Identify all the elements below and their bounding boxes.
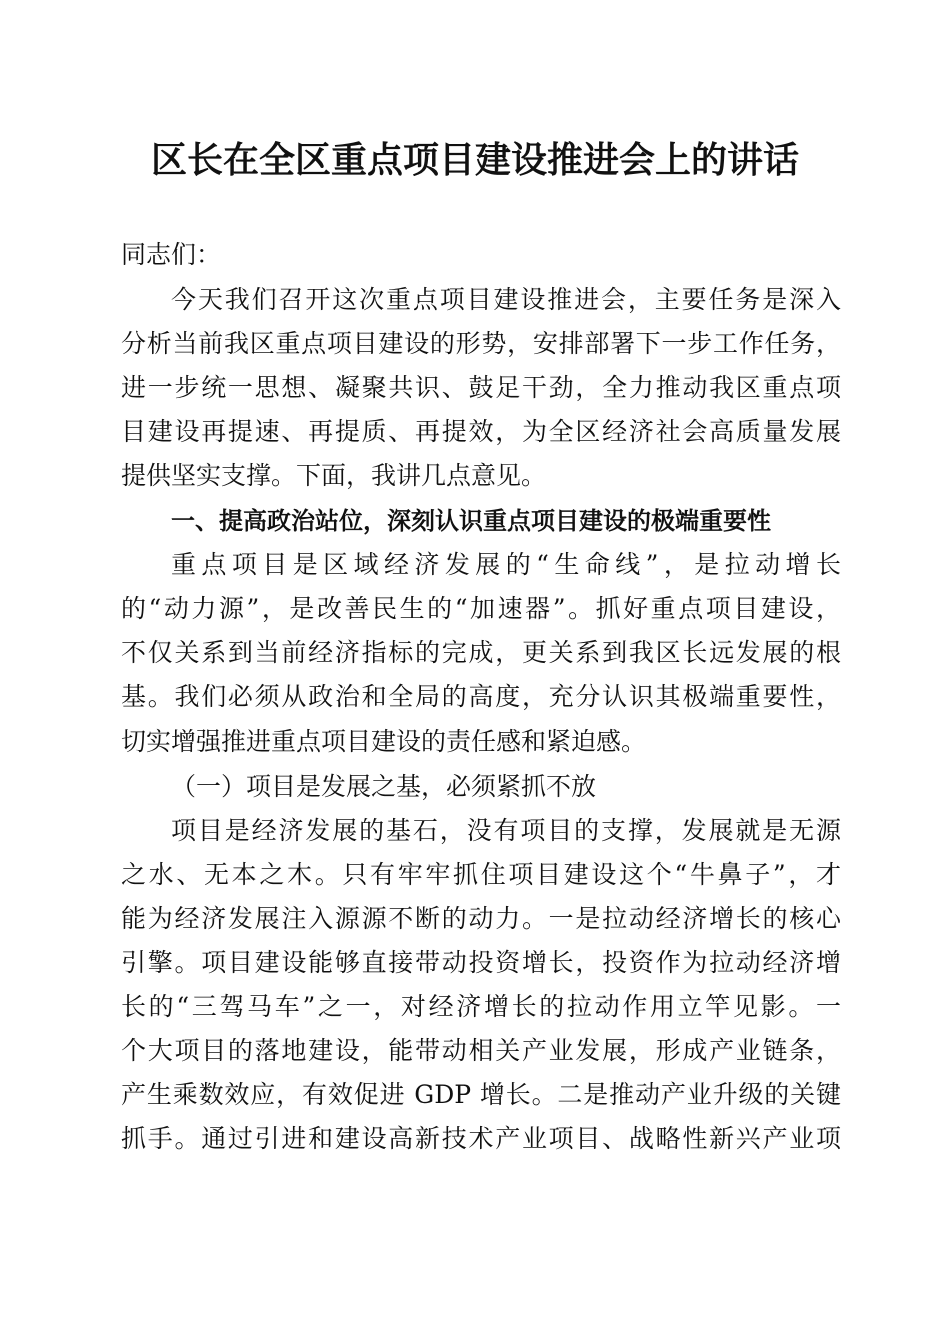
section-heading: 一、提高政治站位，深刻认识重点项目建设的极端重要性 (171, 507, 771, 535)
paragraph-line: 提供坚实支撑。下面，我讲几点意见。 (121, 461, 547, 490)
paragraph-line: 切实增强推进重点项目建设的责任感和紧迫感。 (121, 727, 647, 756)
paragraph-line: 基。我们必须从政治和全局的高度，充分认识其极端重要性， (121, 682, 841, 711)
paragraph-line: 引擎。项目建设能够直接带动投资增长，投资作为拉动经济增 (121, 948, 841, 977)
paragraph-line: 能为经济发展注入源源不断的动力。一是拉动经济增长的核心 (121, 904, 841, 933)
paragraph-line: 项目是经济发展的基石，没有项目的支撑，发展就是无源 (171, 816, 841, 845)
paragraph-line: 之水、无本之木。只有牢牢抓住项目建设这个“牛鼻子”，才 (121, 860, 841, 889)
paragraph-line: 今天我们召开这次重点项目建设推进会，主要任务是深入 (171, 285, 841, 314)
salutation: 同志们： (121, 240, 222, 269)
paragraph-line: 分析当前我区重点项目建设的形势，安排部署下一步工作任务， (121, 329, 841, 358)
paragraph-line: 抓手。通过引进和建设高新技术产业项目、战略性新兴产业项 (121, 1124, 841, 1153)
document-title: 区长在全区重点项目建设推进会上的讲话 (150, 139, 799, 181)
paragraph-line: 的“动力源”，是改善民生的“加速器”。抓好重点项目建设， (121, 594, 841, 623)
paragraph-line: 目建设再提速、再提质、再提效，为全区经济社会高质量发展 (121, 417, 841, 446)
paragraph-line: 个大项目的落地建设，能带动相关产业发展，形成产业链条， (121, 1036, 841, 1065)
paragraph-line: 产生乘数效应，有效促进 GDP 增长。二是推动产业升级的关键 (121, 1080, 841, 1109)
paragraph-line: 重点项目是区域经济发展的“生命线”，是拉动增长 (171, 550, 841, 579)
paragraph-line: 不仅关系到当前经济指标的完成，更关系到我区长远发展的根 (121, 638, 841, 667)
subsection-heading: （一）项目是发展之基，必须紧抓不放 (171, 772, 597, 801)
paragraph-line: 长的“三驾马车”之一，对经济增长的拉动作用立竿见影。一 (121, 992, 841, 1021)
paragraph-line: 进一步统一思想、凝聚共识、鼓足干劲，全力推动我区重点项 (121, 373, 841, 402)
